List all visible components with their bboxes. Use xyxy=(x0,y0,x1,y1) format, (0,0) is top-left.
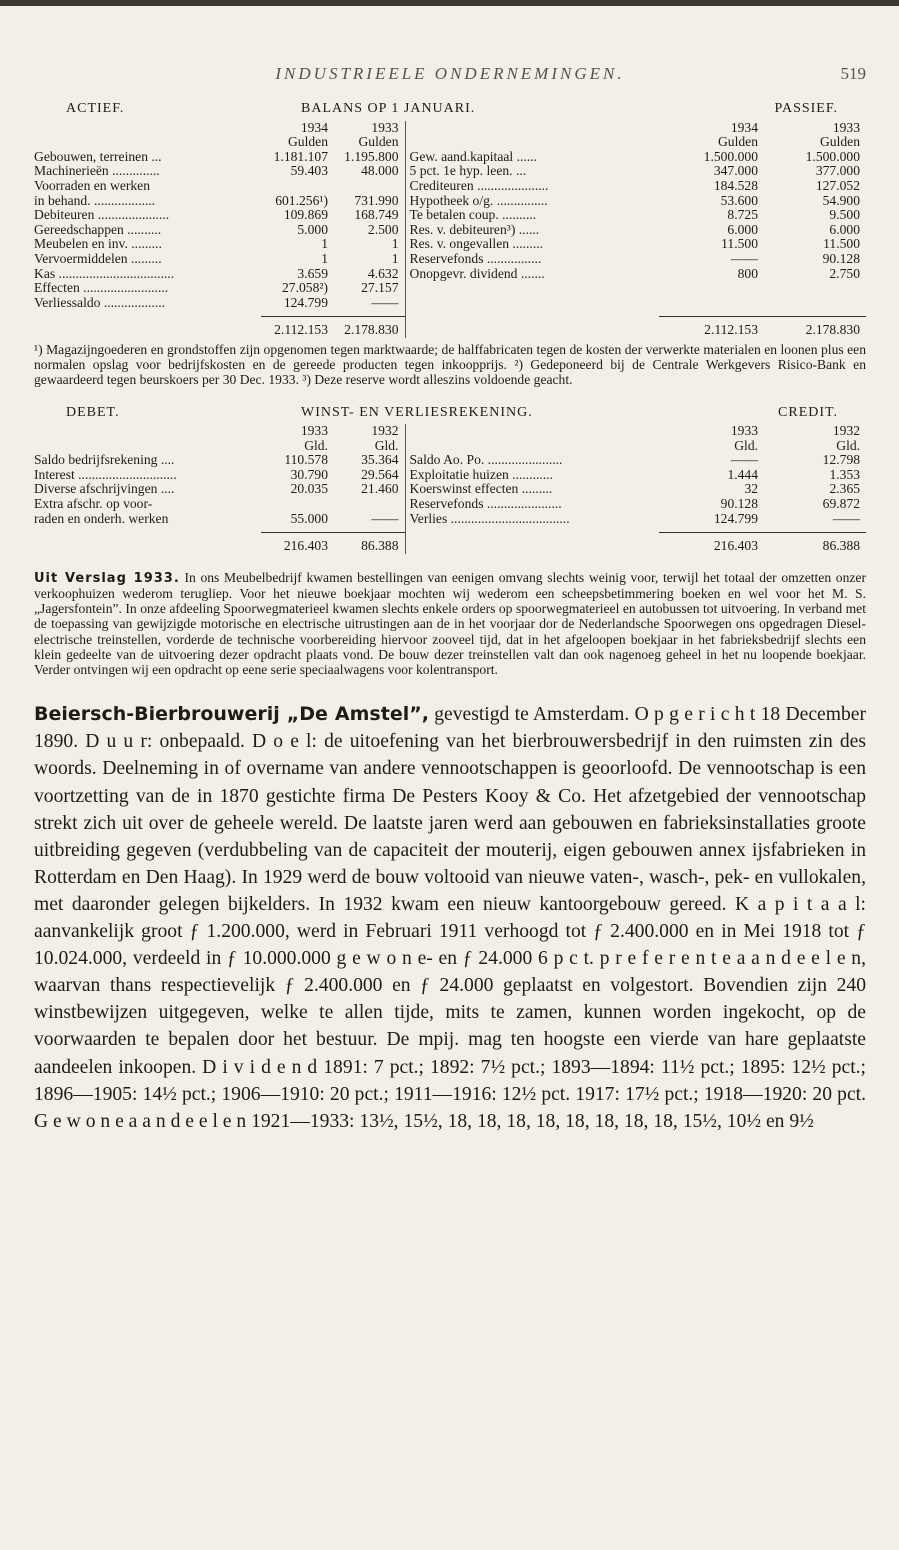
left-value-1: 124.799 xyxy=(283,295,328,310)
table-row xyxy=(34,194,866,209)
totals-row xyxy=(34,533,866,554)
right-value-1: 124.799 xyxy=(713,511,759,526)
left-label: Machinerieën .............. xyxy=(34,164,160,179)
right-value-2: 1.500.000 xyxy=(805,149,861,164)
table-row xyxy=(34,482,866,497)
right-label: Hypotheek o/g. ............... xyxy=(405,194,659,209)
left-value-2: 35.364 xyxy=(361,453,399,468)
right-label: Res. v. ongevallen ......... xyxy=(405,237,659,252)
unit-left-2: Gulden xyxy=(358,135,399,150)
table-row xyxy=(34,223,866,238)
left-value-1: 110.578 xyxy=(284,453,328,468)
total-left-1: 2.112.153 xyxy=(261,317,334,338)
right-label xyxy=(405,296,659,311)
right-label: Verlies ................................... xyxy=(405,512,659,527)
report-lead: Uit Verslag 1933. xyxy=(34,570,180,586)
right-value-1 xyxy=(659,296,764,311)
right-label xyxy=(405,281,659,296)
right-label: Crediteuren ..................... xyxy=(405,179,659,194)
center-caption: BALANS OP 1 JANUARI. xyxy=(301,102,476,116)
page-number: 519 xyxy=(840,64,866,83)
unit-row xyxy=(34,439,866,454)
blank xyxy=(34,121,261,136)
year-left-2: 1933 xyxy=(371,120,399,135)
left-caption: ACTIEF. xyxy=(66,102,125,116)
left-value-1: 3.659 xyxy=(297,266,328,281)
left-value-2: 4.632 xyxy=(367,266,399,281)
left-value-2: —— xyxy=(371,295,399,310)
right-label: Onopgevr. dividend ....... xyxy=(405,267,659,282)
right-value-2: 54.900 xyxy=(822,193,861,208)
year-right-1: 1933 xyxy=(730,424,759,439)
left-value-2: 2.500 xyxy=(367,222,399,237)
year-right-1: 1934 xyxy=(730,120,759,135)
caption-row xyxy=(34,406,866,425)
total-right-1: 2.112.153 xyxy=(659,317,764,338)
company-name: Beiersch-Bierbrouwerij „De Amstel”, xyxy=(34,703,429,726)
left-label: Gereedschappen .......... xyxy=(34,222,162,237)
left-value-1: 1 xyxy=(321,237,328,252)
right-value-1: 1.444 xyxy=(727,467,759,482)
balance-table xyxy=(34,102,866,338)
table-row xyxy=(34,164,866,179)
left-value-1: 59.403 xyxy=(290,164,328,179)
left-label: in behand. .................. xyxy=(34,193,156,208)
unit-left-1: Gld. xyxy=(304,438,328,453)
right-value-1: 800 xyxy=(737,266,759,281)
right-value-1: —— xyxy=(730,453,759,468)
pl-table xyxy=(34,406,866,554)
table-row xyxy=(34,497,866,512)
left-value-2: 1.195.800 xyxy=(344,149,399,164)
left-value-1: 27.058²) xyxy=(282,281,328,296)
unit-left-1: Gulden xyxy=(287,135,328,150)
left-value-2: 1 xyxy=(391,237,399,252)
year-left-1: 1934 xyxy=(300,120,328,135)
total-left-2: 2.178.830 xyxy=(334,317,405,338)
left-value-2: 21.460 xyxy=(361,482,399,497)
right-value-2: 9.500 xyxy=(829,208,861,223)
right-value-1: 90.128 xyxy=(720,497,759,512)
unit-row xyxy=(34,135,866,150)
balance-footnotes: ¹) Magazijngoederen en grondstoffen zijn opgenomen tegen marktwaarde; de halffabricaten tegen de kosten der verwerkte materialen en loonen plus een normalen opslag voor bedrijfskosten en de gereede producten tegen inkoopprijs. ²) Gedeponeerd bij de Centrale Werkgevers Risico-Bank en gewaardeerd tegen beurskoers per 30 Dec. 1933. ³) Deze reserve wordt alleszins voldoende geacht. xyxy=(34,341,866,388)
right-value-2: 2.750 xyxy=(829,266,861,281)
left-label: Vervoermiddelen ......... xyxy=(34,251,162,266)
page xyxy=(34,58,866,1135)
blank xyxy=(34,135,261,150)
right-value-2 xyxy=(764,281,866,296)
right-value-2: 90.128 xyxy=(822,251,861,266)
table-row xyxy=(34,252,866,267)
left-label: Debiteuren ..................... xyxy=(34,208,170,223)
left-value-2: 48.000 xyxy=(361,164,399,179)
right-label: Te betalen coup. .......... xyxy=(405,208,659,223)
left-value-2: 29.564 xyxy=(361,467,399,482)
table-row xyxy=(34,281,866,296)
left-label: Kas .................................. xyxy=(34,266,175,281)
left-label: Meubelen en inv. ......... xyxy=(34,237,162,252)
left-label: Saldo bedrijfsrekening .... xyxy=(34,453,175,468)
right-value-2: 2.365 xyxy=(829,482,861,497)
totals-row xyxy=(34,317,866,338)
table-row xyxy=(34,453,866,468)
right-value-1: 32 xyxy=(744,482,759,497)
left-value-2: 27.157 xyxy=(361,281,399,296)
right-label: Reservefonds ................ xyxy=(405,252,659,267)
scan-edge xyxy=(0,0,899,6)
center-caption: WINST- EN VERLIESREKENING. xyxy=(301,405,533,420)
blank xyxy=(34,533,261,554)
blank xyxy=(34,317,261,338)
right-value-2: 12.798 xyxy=(822,453,861,468)
right-value-1: 1.500.000 xyxy=(703,149,759,164)
table-row xyxy=(34,150,866,165)
company-description: gevestigd te Amsterdam. O p g e r i c h t 18 December 1890. D u u r: onbepaald. D o e l: de uitoefening van het bierbrouwersbedrijf in den ruimsten zin des woords. Deelneming in of overname van andere vennootschappen is geoorloofd. De vennootschap is een voortzetting van de in 1870 gestichte firma De Pesters Kooy & Co. Het afzetgebied der vennootschap strekt zich uit over de geheele wereld. De laatste jaren werd aan gebouwen en fabrieksinstallaties groote uitbreiding gegeven (verdubbeling van de capaciteit der mouterij, eigen gebouwen annex ijsfabrieken in Rotterdam en Den Haag). In 1929 werd de bouw voltooid van nieuwe vaten-, wasch-, pek- en vullokalen, met daaronder gelegen bijkelders. In 1932 kwam een nieuw kantoorgebouw gereed. K a p i t a a l: aanvankelijk groot ƒ 1.200.000, werd in Februari 1911 verhoogd tot ƒ 2.400.000 en in Mei 1918 tot ƒ 10.024.000, verdeeld in ƒ 10.000.000 g e w o n e- en ƒ 24.000 6 p c t. p r e f e r e n t e a a n d e e l e n, waarvan thans respectievelijk ƒ 2.400.000 en ƒ 24.000 geplaatst en volgestort. Bovendien zijn 240 winstbewijzen uitgegeven, welke te allen tijde, mits te zamen, kunnen worden ingekocht, op de voorwaarden te bepalen door het bestuur. De mpij. mag ten hoogste een vierde van hare geplaatste aandeelen inkoopen. D i v i d e n d 1891: 7 pct.; 1892: 7½ pct.; 1893—1894: 11½ pct.; 1895: 12½ pct.; 1896—1905: 14½ pct.; 1906—1910: 20 pct.; 1911—1916: 12½ pct. 1917: 17½ pct.; 1918—1920: 20 pct. G e w o n e a a n d e e l e n 1921—1933: 13½, 15½, 18, 18, 18, 18, 18, 18, 18, 18, 15½, 10½ en 9½ xyxy=(34,704,866,1132)
right-value-2: 6.000 xyxy=(829,222,861,237)
left-label: Extra afschr. op voor- xyxy=(34,497,153,512)
left-value-2: 1 xyxy=(391,251,399,266)
blank xyxy=(34,424,261,439)
report-text: In ons Meubelbedrijf kwamen bestellingen van eenigen omvang slechts weinig voor, terwijl het totaal der omzetten onzer verkoophuizen wederom terugliep. Voor het nieuwe boekjaar mochten wij wederom een scheepsbetimmering boeken en wel voor het M. S. „Jagersfontein”. In onze afdeeling Spoorwegmaterieel kwamen slechts enkele orders op spoorwegmaterieel en autobussen tot uitvoering. In verband met de toepassing van gewijzigde motorische en electrische uitrustingen aan de in het voorjaar dor de Nederlandsche Spoorwegen ons opgedragen Diesel-electrische treinstellen, vorderde de technische voorbereiding hiervoor zooveel tijd, dat in het afgeloopen boekjaar in het fabrieksbedrijf slechts een klein gedeelte van de uitvoering dezer opdracht plaats vond. De bouw dezer treinstellen valt dan ook nagenoeg geheel in het nu loopende boekjaar. Verder ontvingen wij een opdracht op eene serie speciaalwagens voor kolentransport. xyxy=(34,569,866,678)
left-label: Gebouwen, terreinen ... xyxy=(34,149,162,164)
left-value-1 xyxy=(261,179,334,194)
left-value-1: 55.000 xyxy=(290,511,328,526)
blank xyxy=(405,121,659,136)
right-label: Gew. aand.kapitaal ...... xyxy=(405,150,659,165)
left-value-1 xyxy=(261,497,334,512)
right-label: 5 pct. 1e hyp. leen. ... xyxy=(405,164,659,179)
table-row xyxy=(34,237,866,252)
table-row xyxy=(34,512,866,527)
right-value-2: 377.000 xyxy=(815,164,861,179)
year-right-2: 1932 xyxy=(832,424,861,439)
years-row xyxy=(34,121,866,136)
left-value-1: 1.181.107 xyxy=(273,149,328,164)
left-value-2: 731.990 xyxy=(354,193,399,208)
blank xyxy=(405,533,659,554)
right-label: Koerswinst effecten ......... xyxy=(405,482,659,497)
left-label: Diverse afschrijvingen .... xyxy=(34,482,175,497)
right-label: Res. v. debiteuren³) ...... xyxy=(405,223,659,238)
running-header xyxy=(34,58,866,88)
unit-right-2: Gld. xyxy=(836,438,861,453)
left-value-2: 168.749 xyxy=(354,208,399,223)
caption-row xyxy=(34,102,866,121)
total-right-1: 216.403 xyxy=(659,533,764,554)
left-value-1: 5.000 xyxy=(297,222,328,237)
right-value-1: 184.528 xyxy=(713,178,759,193)
right-value-1: 53.600 xyxy=(720,193,759,208)
right-value-1: —— xyxy=(730,251,759,266)
unit-left-2: Gld. xyxy=(374,438,399,453)
left-value-1: 601.256¹) xyxy=(275,193,328,208)
right-value-1: 8.725 xyxy=(727,208,759,223)
blank xyxy=(405,317,659,338)
blank xyxy=(405,135,659,150)
right-value-2: 1.353 xyxy=(829,467,861,482)
left-value-1: 109.869 xyxy=(283,208,328,223)
right-caption: CREDIT. xyxy=(778,405,839,420)
table-row xyxy=(34,267,866,282)
blank xyxy=(405,439,659,454)
right-caption: PASSIEF. xyxy=(774,102,839,116)
unit-right-2: Gulden xyxy=(819,135,861,150)
left-label: Effecten ......................... xyxy=(34,281,169,296)
total-left-2: 86.388 xyxy=(334,533,405,554)
left-value-1: 20.035 xyxy=(290,482,328,497)
year-left-2: 1932 xyxy=(371,424,399,439)
years-row xyxy=(34,424,866,439)
unit-right-1: Gulden xyxy=(717,135,759,150)
total-left-1: 216.403 xyxy=(261,533,334,554)
year-right-2: 1933 xyxy=(832,120,861,135)
table-row xyxy=(34,296,866,311)
blank xyxy=(34,439,261,454)
blank xyxy=(405,424,659,439)
table-row xyxy=(34,468,866,483)
left-value-2: —— xyxy=(371,511,399,526)
running-title: INDUSTRIEELE ONDERNEMINGEN. xyxy=(275,64,625,83)
left-label: Verliessaldo .................. xyxy=(34,295,166,310)
left-value-2 xyxy=(334,497,405,512)
right-value-1: 6.000 xyxy=(727,222,759,237)
annual-report-paragraph xyxy=(34,570,866,677)
year-left-1: 1933 xyxy=(300,424,328,439)
right-value-1 xyxy=(659,281,764,296)
right-value-2: 127.052 xyxy=(815,178,861,193)
left-value-1: 1 xyxy=(321,251,328,266)
table-row xyxy=(34,208,866,223)
left-caption: DEBET. xyxy=(66,405,120,420)
left-label: Voorraden en werken xyxy=(34,178,151,193)
company-entry-amstel xyxy=(34,701,866,1135)
right-label: Reservefonds ...................... xyxy=(405,497,659,512)
left-label: raden en onderh. werken xyxy=(34,511,169,526)
right-value-2: —— xyxy=(832,511,861,526)
right-value-1: 11.500 xyxy=(721,237,759,252)
total-right-2: 86.388 xyxy=(764,533,866,554)
right-value-2: 11.500 xyxy=(823,237,861,252)
right-label: Exploitatie huizen ............ xyxy=(405,468,659,483)
left-label: Interest ............................. xyxy=(34,467,177,482)
right-value-2 xyxy=(764,296,866,311)
right-value-2: 69.872 xyxy=(822,497,861,512)
right-value-1: 347.000 xyxy=(713,164,759,179)
table-row xyxy=(34,179,866,194)
left-value-1: 30.790 xyxy=(290,467,328,482)
total-right-2: 2.178.830 xyxy=(764,317,866,338)
left-value-2 xyxy=(334,179,405,194)
right-label: Saldo Ao. Po. ...................... xyxy=(405,453,659,468)
unit-right-1: Gld. xyxy=(734,438,759,453)
